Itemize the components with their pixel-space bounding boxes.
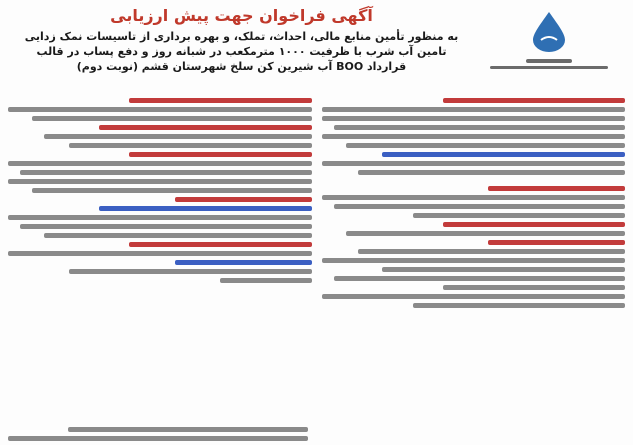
text-line (69, 269, 312, 274)
text-line (443, 285, 625, 290)
text-line (334, 125, 625, 130)
text-line (20, 224, 311, 229)
notice-titles (18, 6, 465, 74)
notice-title: آگهی فراخوان جهت پیش ارزیابی (110, 6, 373, 25)
notice-footer (8, 427, 308, 441)
text-line (322, 161, 626, 166)
text-line (32, 188, 311, 193)
footer-line (68, 427, 308, 432)
section-heading-line (129, 152, 311, 157)
section-heading-line (443, 222, 625, 227)
text-line (358, 170, 625, 175)
text-line (334, 276, 625, 281)
water-company-emblem-icon (519, 8, 579, 56)
logo-caption-line (526, 59, 572, 63)
section-heading-line (488, 186, 625, 191)
text-line (358, 249, 625, 254)
text-line (8, 161, 312, 166)
text-line (44, 134, 311, 139)
text-line (413, 213, 625, 218)
text-line (8, 107, 312, 112)
notice-column-left (8, 98, 312, 421)
notice-header (8, 6, 625, 98)
link-line (382, 152, 625, 157)
text-line (44, 233, 311, 238)
text-line (322, 195, 626, 200)
logo-caption-line (490, 66, 608, 69)
text-line (20, 170, 311, 175)
section-heading-line (175, 197, 312, 202)
company-logo (479, 8, 619, 69)
text-line (32, 116, 311, 121)
text-line (322, 116, 626, 121)
text-line (382, 267, 625, 272)
footer-line (8, 436, 308, 441)
text-line (334, 204, 625, 209)
link-line (175, 260, 312, 265)
text-line (8, 251, 312, 256)
section-heading-line (488, 240, 625, 245)
text-line (69, 143, 312, 148)
section-heading-line (443, 98, 625, 103)
text-line (8, 179, 312, 184)
notice-body (8, 98, 625, 421)
text-line (346, 231, 625, 236)
text-line (413, 303, 625, 308)
text-line (220, 278, 311, 283)
link-line (99, 206, 311, 211)
text-line (8, 215, 312, 220)
notice-column-right (322, 98, 626, 421)
text-line (322, 258, 626, 263)
section-heading-line (99, 125, 311, 130)
text-line (322, 294, 626, 299)
text-line (346, 143, 625, 148)
section-heading-line (129, 98, 311, 103)
notice-subtitle: به منظور تأمین منابع مالی، احداث، تملک، و بهره برداری از تاسیسات نمک زدایی تامین آب شرب با ظرفیت ۱۰۰۰ مترمکعب در شبانه روز و دفع پساب در قالب قرارداد BOO آب شیرین کن سلخ شهرستان قشم (نوبت دوم) (24, 30, 459, 73)
section-heading-line (129, 242, 311, 247)
text-line (322, 107, 626, 112)
text-line (322, 134, 626, 139)
